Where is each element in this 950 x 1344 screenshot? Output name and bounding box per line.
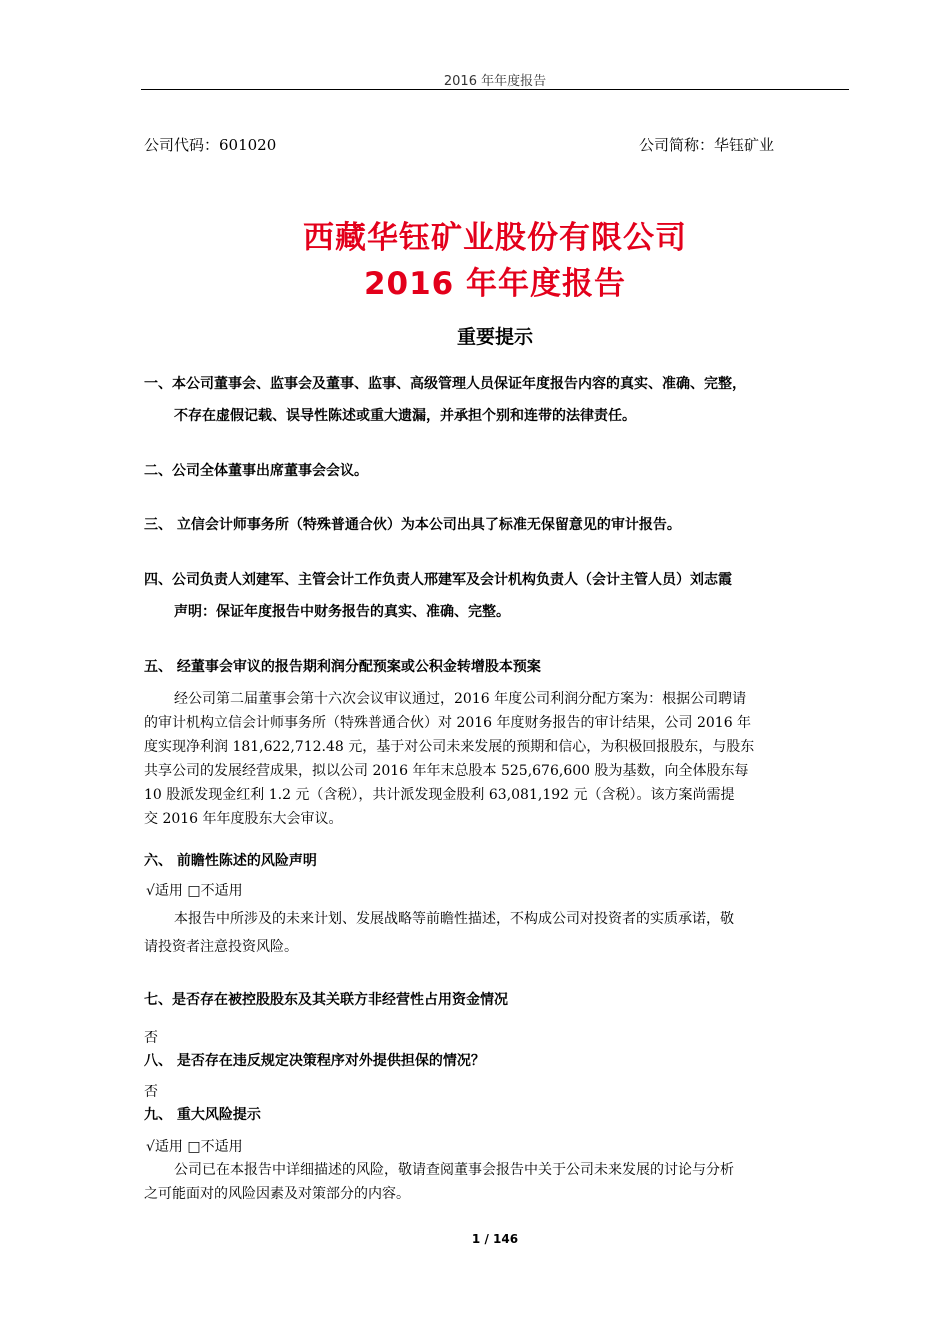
item-eight-title: 八、 是否存在违反规定决策程序对外提供担保的情况？: [144, 1053, 485, 1069]
report-title-company: 西藏华钰矿业股份有限公司: [303, 220, 687, 256]
company-code: 公司代码：601020: [144, 136, 277, 154]
item-five-body-line: 共享公司的发展经营成果，拟以公司 2016 年年末总股本 525,676,600 股为基数，向全体股东每: [144, 763, 749, 779]
page-number: 1 / 146: [471, 1232, 519, 1246]
item-five-title: 五、 经董事会审议的报告期利润分配预案或公积金转增股本预案: [144, 659, 541, 675]
item-five-body-line: 交 2016 年年度股东大会审议。: [144, 811, 343, 827]
item-three: 三、 立信会计师事务所（特殊普通合伙）为本公司出具了标准无保留意见的审计报告。: [144, 517, 681, 533]
company-abbreviation: 公司简称：华钰矿业: [639, 136, 775, 154]
report-title-year: 2016 年年度报告: [363, 266, 627, 302]
item-six-body-line2: 请投资者注意投资风险。: [144, 939, 298, 955]
running-header: 2016 年年度报告: [443, 74, 547, 89]
item-nine-body-line1: 公司已在本报告中详细描述的风险，敬请查阅董事会报告中关于公司未来发展的讨论与分析: [174, 1162, 734, 1178]
item-two: 二、公司全体董事出席董事会会议。: [144, 463, 368, 479]
item-seven-title: 七、是否存在被控股股东及其关联方非经营性占用资金情况: [144, 992, 508, 1008]
notice-heading: 重要提示: [456, 326, 533, 348]
item-four-line2: 声明：保证年度报告中财务报告的真实、准确、完整。: [174, 604, 510, 620]
item-nine-applicability: √适用 □不适用: [146, 1139, 243, 1155]
item-nine-title: 九、 重大风险提示: [144, 1107, 261, 1123]
item-eight-answer: 否: [144, 1084, 158, 1100]
item-five-body-line: 的审计机构立信会计师事务所（特殊普通合伙）对 2016 年度财务报告的审计结果，公司 2016 年: [144, 715, 752, 731]
item-five-body-line: 度实现净利润 181,622,712.48 元，基于对公司未来发展的预期和信心，为积极回报股东，与股东: [144, 739, 755, 755]
header-rule: [141, 89, 849, 90]
item-seven-answer: 否: [144, 1030, 158, 1046]
item-one-line1: 一、本公司董事会、监事会及董事、监事、高级管理人员保证年度报告内容的真实、准确、完整，: [144, 376, 746, 392]
item-four-line1: 四、公司负责人刘建军、主管会计工作负责人邢建军及会计机构负责人（会计主管人员）刘志霞: [144, 572, 732, 588]
item-five-body-line: 经公司第二届董事会第十六次会议审议通过，2016 年度公司利润分配方案为：根据公司聘请: [174, 691, 747, 707]
item-nine-body-line2: 之可能面对的风险因素及对策部分的内容。: [144, 1186, 410, 1202]
item-one-line2: 不存在虚假记载、误导性陈述或重大遗漏，并承担个别和连带的法律责任。: [174, 408, 636, 424]
item-six-applicability: √适用 □不适用: [146, 883, 243, 899]
item-six-title: 六、 前瞻性陈述的风险声明: [144, 853, 317, 869]
item-six-body-line1: 本报告中所涉及的未来计划、发展战略等前瞻性描述，不构成公司对投资者的实质承诺，敬: [174, 911, 734, 927]
item-five-body-line: 10 股派发现金红利 1.2 元（含税），共计派发现金股利 63,081,192 元（含税）。该方案尚需提: [144, 787, 735, 803]
